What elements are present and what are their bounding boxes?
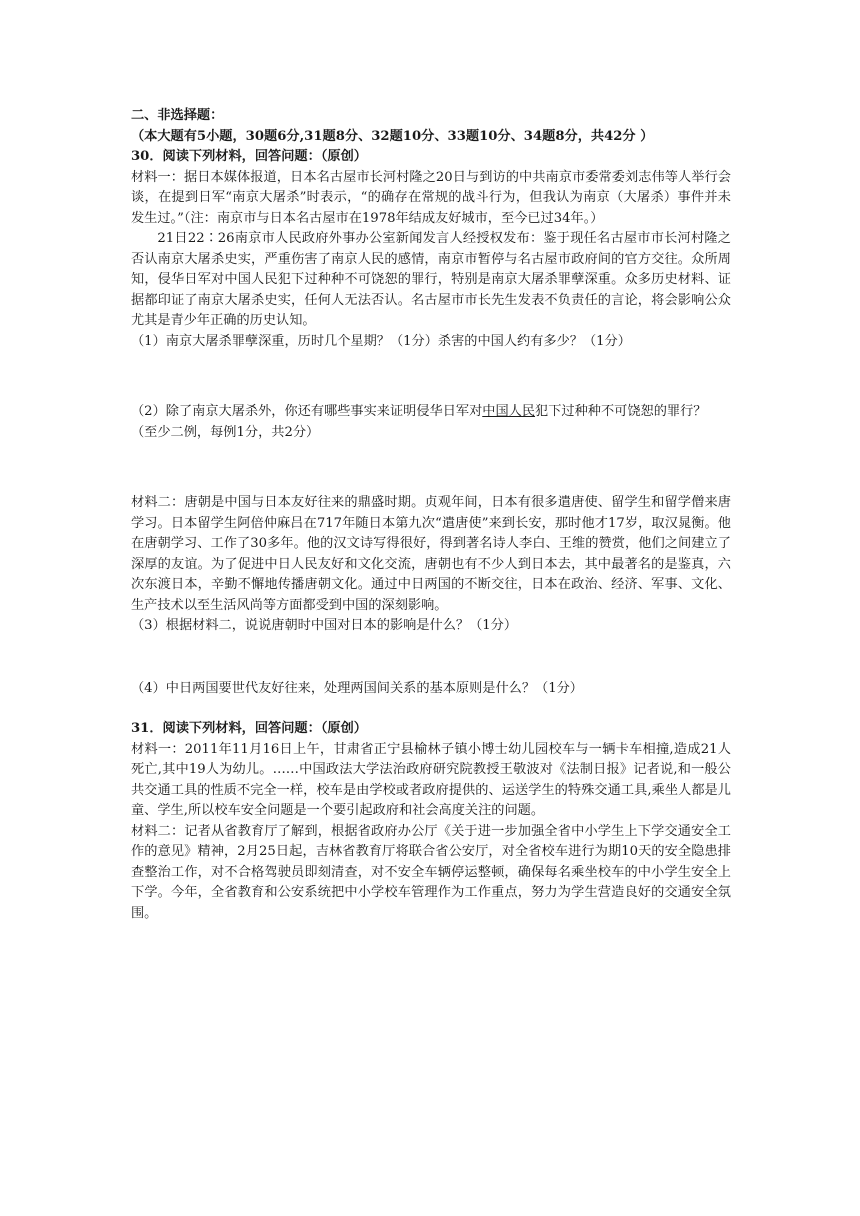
q30-material-1: 材料一：据日本媒体报道，日本名古屋市长河村隆之20日与到访的中共南京市委常委刘志伟等人举行会谈，在提到日军“南京大屠杀”时表示，“的确存在常规的战斗行为，但我认为南京（大屠杀）事件并未发生过。”（注：南京市与日本名古屋市在1978年结成友好城市，至今已过34年。）: [131, 169, 731, 226]
exam-page: [131, 106, 731, 924]
q30-question-2-pre: （2）除了南京大屠杀外，你还有哪些事实来证明侵华日军对: [131, 404, 483, 419]
q30-question-2-note: （至少二例，每例1分，共2分）: [131, 424, 320, 440]
answer-space: [131, 443, 731, 493]
q30-material-1-continued: 21日22∶26南京市人民政府外事办公室新闻发言人经授权发布：鉴于现任名古屋市市长河村隆之否认南京大屠杀史实，严重伤害了南京人民的感情，南京市暂停与名古屋市政府间的官方交往。众所周知，侵华日军对中国人民犯下过种种不可饶恕的罪行，特别是南京大屠杀罪孽深重。众多历史材料、证据都印证了南京大屠杀史实，任何人无法否认。名古屋市市长先生发表不负责任的言论，将会影响公众尤其是青少年正确的历史认知。: [131, 231, 731, 328]
q30-material-2: 材料二：唐朝是中国与日本友好往来的鼎盛时期。贞观年间，日本有很多遣唐使、留学生和留学僧来唐学习。日本留学生阿倍仲麻吕在717年随日本第九次“遣唐使”来到长安，那时他才17岁，取汉晁衡。他在唐朝学习、工作了30多年。他的汉文诗写得很好，得到著名诗人李白、王维的赞赏，他们之间建立了深厚的友谊。为了促进中日人民友好和文化交流，唐朝也有不少人到日本去，其中最著名的是鉴真，六次东渡日本，辛勤不懈地传播唐朝文化。通过中日两国的不断交往，日本在政治、经济、军事、文化、生产技术以至生活风尚等方面都受到中国的深刻影响。: [131, 495, 731, 613]
q30-question-3: （3）根据材料二，说说唐朝时中国对日本的影响是什么？（1分）: [131, 618, 518, 633]
answer-space: [131, 352, 731, 402]
q31-material-1: 材料一：2011年11月16日上午，甘肃省正宁县榆林子镇小博士幼儿园校车与一辆卡车相撞,造成21人死亡,其中19人为幼儿。……中国政法大学法治政府研究院教授王敬波对《法制日报》记者说,和一般公共交通工具的性质不完全一样，校车是由学校或者政府提供的、运送学生的特殊交通工具,乘坐人都是儿童、学生,所以校车安全问题是一个要引起政府和社会高度关注的问题。: [131, 741, 731, 818]
q30-question-1: （1）南京大屠杀罪孽深重，历时几个星期？（1分）杀害的中国人约有多少？（1分）: [131, 333, 631, 349]
answer-space: [131, 699, 731, 719]
section-note: （本大题有5小题，30题6分,31题8分、32题10分、33题10分、34题8分，共42分 ）: [131, 128, 654, 144]
q31-title: 31．阅读下列材料，回答问题：（原创）: [131, 721, 367, 736]
q30-question-4: （4）中日两国要世代友好往来，处理两国间关系的基本原则是什么？（1分）: [131, 680, 583, 696]
q30-question-2-post: 犯下过种种不可饶恕的罪行？: [535, 404, 707, 419]
q31-material-2: 材料二：记者从省教育厅了解到，根据省政府办公厅《关于进一步加强全省中小学生上下学交通安全工作的意见》精神，2月25日起，吉林省教育厅将联合省公安厅，对全省校车进行为期10天的安全隐患排查整治工作，对不合格驾驶员即刻清查，对不安全车辆停运整顿，确保每名乘坐校车的中小学生安全上下学。今年，全省教育和公安系统把中小学校车管理作为工作重点，努力为学生营造良好的交通安全氛围。: [131, 823, 731, 921]
answer-space: [131, 637, 731, 679]
section-title: 二、非选择题：: [131, 108, 224, 123]
q30-question-2: [131, 402, 731, 423]
q30-question-2-underlined: 中国人民: [482, 404, 536, 419]
q30-title: 30．阅读下列材料，回答问题：（原创）: [131, 149, 367, 164]
